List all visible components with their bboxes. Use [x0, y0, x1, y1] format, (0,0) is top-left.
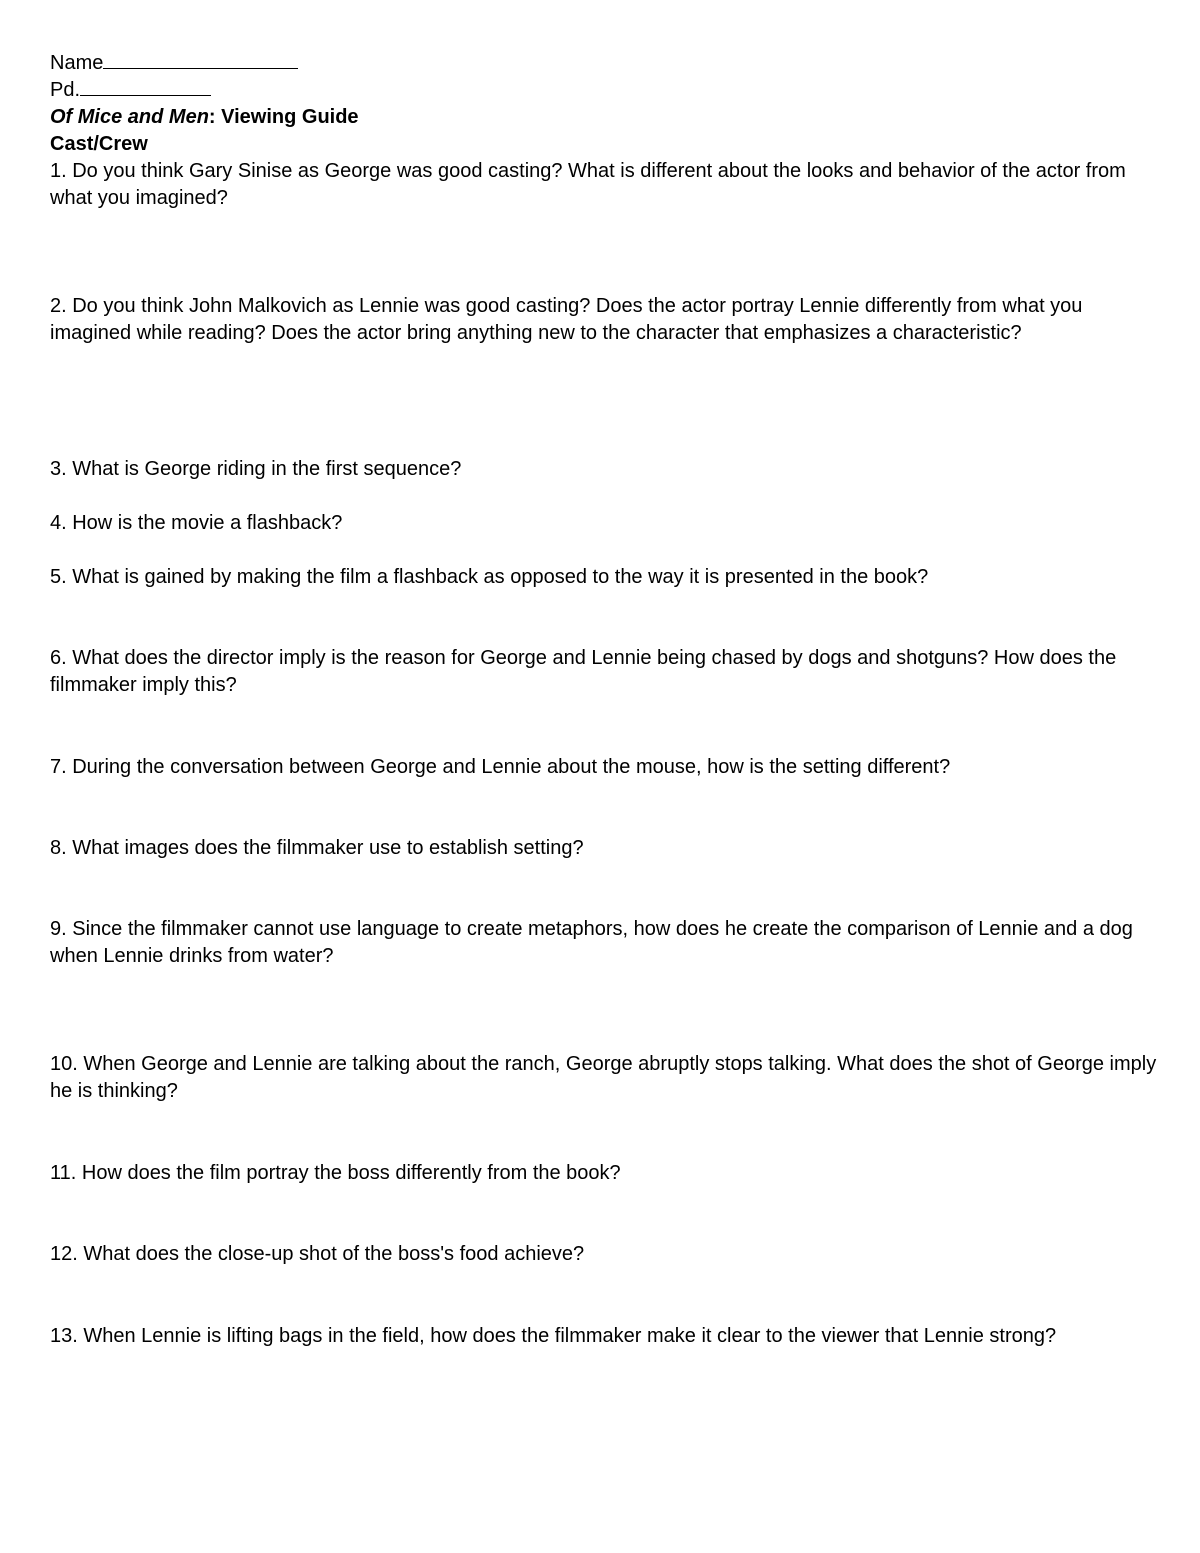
name-blank[interactable] — [103, 50, 298, 69]
period-label: Pd. — [50, 79, 81, 101]
question-12: 12. What does the close-up shot of the boss's food achieve? — [50, 1243, 585, 1265]
question-1: 1. Do you think Gary Sinise as George was good casting? What is different about the looks and behavior of the actor from what you imagined? — [50, 160, 1132, 209]
period-blank[interactable] — [80, 77, 211, 96]
question-2: 2. Do you think John Malkovich as Lennie was good casting? Does the actor portray Lennie differently from what you imagined while reading? Does the actor bring anything new to the character that emphasizes a characteristic? — [50, 295, 1083, 344]
page-title — [50, 104, 1160, 131]
name-label: Name — [50, 52, 104, 74]
question-5: 5. What is gained by making the film a flashback as opposed to the way it is presented in the book? — [50, 566, 929, 588]
question-3: 3. What is George riding in the first sequence? — [50, 458, 462, 480]
question-9: 9. Since the filmmaker cannot use language to create metaphors, how does he create the comparison of Lennie and a dog when Lennie drinks from water? — [50, 918, 1133, 967]
section-heading: Cast/Crew — [50, 133, 148, 155]
worksheet-header — [50, 50, 1160, 212]
question-4: 4. How is the movie a flashback? — [50, 512, 343, 534]
question-11: 11. How does the film portray the boss differently from the book? — [50, 1162, 621, 1184]
book-title: Of Mice and Men — [50, 106, 209, 128]
question-10: 10. When George and Lennie are talking about the ranch, George abruptly stops talking. What does the shot of George imply he is thinking? — [50, 1053, 1157, 1102]
question-8: 8. What images does the filmmaker use to establish setting? — [50, 837, 584, 859]
name-line — [50, 50, 1160, 77]
title-suffix: : Viewing Guide — [208, 106, 359, 128]
question-6: 6. What does the director imply is the reason for George and Lennie being chased by dogs and shotguns? How does the filmmaker imply this? — [50, 647, 1117, 696]
question-13: 13. When Lennie is lifting bags in the field, how does the filmmaker make it clear to the viewer that Lennie strong? — [50, 1325, 1057, 1347]
question-7: 7. During the conversation between George and Lennie about the mouse, how is the setting different? — [50, 756, 951, 778]
period-line — [50, 77, 1160, 104]
